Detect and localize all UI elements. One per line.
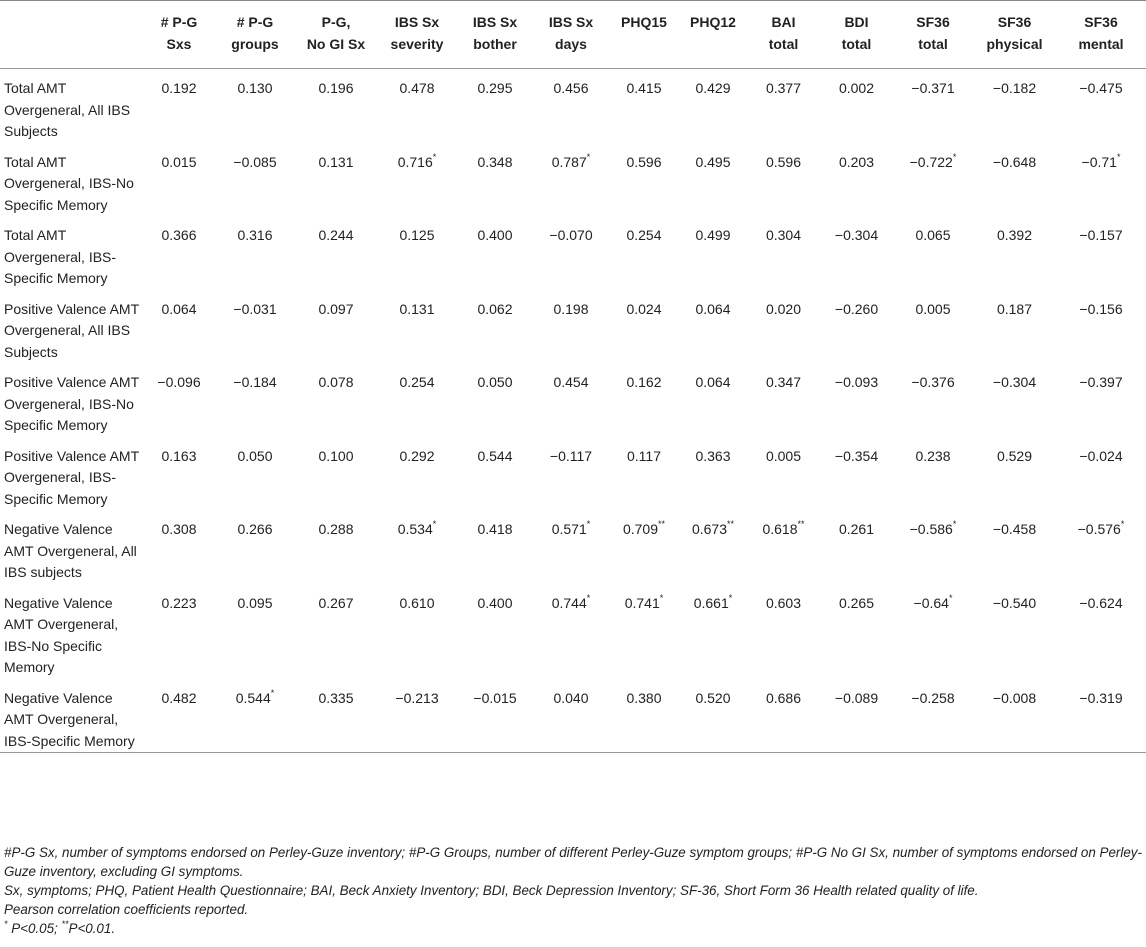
correlation-cell — [295, 69, 377, 143]
cell-value: 0.415 — [626, 80, 662, 96]
cell-value: 0.454 — [553, 374, 589, 390]
column-header: SF36 mental — [1078, 14, 1124, 52]
cell-value: 0.002 — [838, 80, 875, 96]
correlation-cell — [1056, 143, 1146, 217]
footnote-pearson: Pearson correlation coefficients reported. — [4, 902, 249, 917]
correlation-cell — [747, 290, 820, 364]
cell-value: 0.238 — [915, 447, 951, 464]
correlation-cell — [143, 584, 215, 679]
correlation-cell — [143, 363, 215, 437]
cell-value: −0.586 — [909, 521, 953, 537]
table-row — [0, 290, 1146, 364]
table-row — [0, 679, 1146, 753]
cell-value: 0.040 — [553, 689, 589, 706]
cell-value: 0.366 — [161, 227, 197, 243]
correlation-cell — [747, 584, 820, 679]
cell-value: 0.544 — [477, 447, 513, 464]
correlation-cell — [457, 679, 533, 753]
correlation-cell — [973, 216, 1056, 290]
table-row — [0, 69, 1146, 143]
cell-value: −0.319 — [1079, 689, 1123, 706]
cell-value: 0.131 — [399, 300, 435, 317]
cell-value: 0.603 — [765, 594, 802, 611]
sig-marker-single: * — [4, 918, 8, 929]
cell-value: 0.064 — [695, 300, 731, 317]
cell-value: 0.267 — [318, 594, 354, 611]
cell-value: −0.371 — [911, 80, 955, 96]
cell-value: 0.187 — [996, 300, 1033, 317]
correlation-cell — [1056, 290, 1146, 364]
correlation-cell — [533, 510, 609, 584]
cell-value: 0.288 — [318, 521, 354, 537]
correlation-cell — [215, 510, 295, 584]
cell-value: 0.596 — [765, 153, 802, 170]
correlation-cell — [973, 290, 1056, 364]
cell-value: 0.741 — [624, 594, 660, 611]
cell-value: 0.196 — [318, 80, 354, 96]
cell-value: −0.089 — [834, 689, 879, 706]
correlation-cell — [377, 290, 457, 364]
significance-marker: * — [586, 151, 591, 162]
header-row — [0, 1, 1146, 69]
table-header — [0, 1, 1146, 69]
cell-value: 0.456 — [553, 80, 589, 96]
correlation-cell — [1056, 363, 1146, 437]
correlation-cell — [533, 437, 609, 511]
cell-value: 0.125 — [399, 227, 435, 243]
correlation-cell — [679, 290, 747, 364]
correlation-cell — [747, 216, 820, 290]
correlation-cell — [820, 290, 893, 364]
cell-value: 0.596 — [626, 153, 662, 170]
column-header: BDI total — [841, 14, 872, 52]
correlation-cell — [893, 69, 973, 143]
correlation-cell — [295, 363, 377, 437]
cell-value: 0.716 — [397, 153, 433, 170]
cell-value: 0.744 — [551, 594, 587, 611]
correlation-cell — [893, 584, 973, 679]
correlation-cell — [679, 69, 747, 143]
cell-value: 0.534 — [397, 521, 433, 537]
correlation-cell — [143, 679, 215, 753]
significance-marker: * — [948, 592, 953, 603]
correlation-cell — [377, 216, 457, 290]
cell-value: 0.377 — [765, 80, 802, 96]
cell-value: 0.363 — [695, 447, 731, 464]
cell-value: 0.335 — [318, 689, 354, 706]
significance-marker: * — [952, 519, 957, 530]
correlation-cell — [973, 584, 1056, 679]
cell-value: 0.064 — [161, 300, 197, 317]
column-header: P-G, No GI Sx — [306, 14, 366, 52]
correlation-cell — [533, 679, 609, 753]
cell-value: −0.64 — [913, 594, 949, 611]
cell-value: −0.304 — [992, 374, 1037, 390]
cell-value: 0.292 — [399, 447, 435, 464]
correlation-cell — [893, 363, 973, 437]
cell-value: 0.078 — [318, 374, 354, 390]
cell-value: 0.266 — [237, 521, 273, 537]
table-row — [0, 216, 1146, 290]
sig-marker-double: ** — [61, 918, 69, 929]
cell-value: −0.458 — [992, 521, 1037, 537]
correlation-cell — [609, 216, 679, 290]
table-row — [0, 510, 1146, 584]
correlation-cell — [609, 510, 679, 584]
cell-value: 0.192 — [161, 80, 197, 96]
significance-marker: * — [586, 592, 591, 603]
cell-value: −0.093 — [834, 374, 879, 390]
row-label: Negative Valence AMT Overgeneral, IBS-Specific Memory — [4, 689, 135, 749]
cell-value: 0.686 — [765, 689, 802, 706]
cell-value: 0.198 — [553, 300, 589, 317]
cell-value: 0.095 — [237, 594, 273, 611]
header-corner — [0, 1, 143, 69]
correlation-cell — [457, 290, 533, 364]
correlation-cell — [295, 679, 377, 753]
correlation-cell — [215, 437, 295, 511]
cell-value: 0.348 — [477, 153, 513, 170]
cell-value: −0.182 — [992, 80, 1037, 96]
column-header: # P-G groups — [231, 14, 279, 52]
cell-value: 0.400 — [477, 594, 513, 611]
row-label: Total AMT Overgeneral, IBS-No Specific Memory — [4, 153, 134, 213]
correlation-cell — [143, 510, 215, 584]
cell-value: 0.062 — [477, 300, 513, 317]
significance-marker: * — [1120, 519, 1125, 530]
column-header: IBS Sx severity — [390, 14, 444, 52]
correlation-cell — [893, 290, 973, 364]
cell-value: 0.254 — [626, 227, 662, 243]
table-body — [0, 69, 1146, 753]
cell-value: 0.610 — [399, 594, 435, 611]
correlation-cell — [679, 143, 747, 217]
correlation-cell — [295, 510, 377, 584]
cell-value: −0.475 — [1079, 80, 1123, 96]
cell-value: 0.529 — [996, 447, 1033, 464]
correlation-cell — [457, 510, 533, 584]
cell-value: 0.482 — [161, 689, 197, 706]
cell-value: 0.203 — [838, 153, 875, 170]
cell-value: 0.495 — [695, 153, 731, 170]
correlation-cell — [973, 69, 1056, 143]
footnote-significance — [4, 919, 1142, 938]
cell-value: 0.544 — [235, 689, 271, 706]
cell-value: 0.064 — [695, 374, 731, 390]
cell-value: 0.295 — [477, 80, 513, 96]
correlation-cell — [215, 679, 295, 753]
cell-value: 0.347 — [765, 374, 802, 390]
correlation-cell — [457, 363, 533, 437]
correlation-cell — [457, 584, 533, 679]
correlation-cell — [1056, 216, 1146, 290]
correlation-cell — [893, 679, 973, 753]
cell-value: −0.070 — [549, 227, 593, 243]
correlation-cell — [143, 290, 215, 364]
row-label: Total AMT Overgeneral, IBS-Specific Memory — [4, 227, 117, 286]
cell-value: 0.400 — [477, 227, 513, 243]
correlation-cell — [377, 584, 457, 679]
table-row — [0, 437, 1146, 511]
correlation-cell — [893, 510, 973, 584]
correlation-cell — [295, 290, 377, 364]
cell-value: 0.005 — [915, 300, 951, 317]
correlation-cell — [377, 363, 457, 437]
cell-value: 0.050 — [237, 447, 273, 464]
correlation-cell — [820, 679, 893, 753]
column-header: SF36 physical — [986, 14, 1043, 52]
significance-marker: * — [728, 592, 733, 603]
cell-value: 0.162 — [626, 374, 662, 390]
correlation-cell — [457, 143, 533, 217]
significance-marker: * — [659, 592, 664, 603]
sig-text-double: P<0.01. — [68, 921, 116, 936]
column-header: PHQ12 — [690, 14, 736, 30]
significance-marker: * — [586, 519, 591, 530]
cell-value: −0.024 — [1079, 447, 1123, 464]
correlation-cell — [295, 437, 377, 511]
significance-marker: * — [952, 151, 957, 162]
correlation-cell — [215, 143, 295, 217]
correlation-cell — [457, 216, 533, 290]
significance-marker: ** — [797, 519, 805, 530]
correlation-cell — [533, 290, 609, 364]
table-row — [0, 143, 1146, 217]
significance-marker: * — [270, 687, 275, 698]
column-header: SF36 total — [916, 14, 950, 52]
correlation-cell — [377, 510, 457, 584]
cell-value: −0.260 — [834, 300, 879, 317]
cell-value: 0.117 — [627, 447, 661, 464]
correlation-cell — [295, 143, 377, 217]
correlation-cell — [215, 69, 295, 143]
cell-value: 0.499 — [695, 227, 731, 243]
cell-value: 0.163 — [161, 447, 197, 464]
table-row — [0, 584, 1146, 679]
correlation-cell — [893, 143, 973, 217]
cell-value: 0.392 — [996, 227, 1033, 243]
correlation-cell — [533, 143, 609, 217]
cell-value: 0.050 — [477, 374, 513, 390]
cell-value: −0.096 — [157, 374, 201, 390]
cell-value: −0.624 — [1079, 594, 1123, 611]
correlation-cell — [973, 143, 1056, 217]
correlation-cell — [679, 437, 747, 511]
cell-value: 0.418 — [477, 521, 513, 537]
correlation-cell — [609, 584, 679, 679]
correlation-cell — [377, 679, 457, 753]
cell-value: 0.520 — [695, 689, 731, 706]
correlation-cell — [820, 69, 893, 143]
correlation-cell — [973, 510, 1056, 584]
cell-value: 0.024 — [626, 300, 662, 317]
correlation-cell — [377, 437, 457, 511]
cell-value: 0.478 — [399, 80, 435, 96]
column-header: IBS Sx days — [548, 14, 594, 52]
cell-value: 0.005 — [765, 447, 802, 464]
correlation-cell — [609, 69, 679, 143]
cell-value: 0.709 — [622, 521, 659, 537]
cell-value: −0.648 — [992, 153, 1037, 170]
cell-value: 0.661 — [693, 594, 729, 611]
correlation-cell — [679, 679, 747, 753]
correlation-cell — [747, 363, 820, 437]
significance-marker: * — [1116, 151, 1121, 162]
correlation-cell — [609, 363, 679, 437]
cell-value: 0.429 — [695, 80, 731, 96]
correlation-cell — [679, 363, 747, 437]
correlation-cell — [295, 584, 377, 679]
cell-value: −0.184 — [233, 374, 277, 390]
row-label: Negative Valence AMT Overgeneral, All IBS subjects — [4, 521, 137, 580]
correlation-cell — [215, 216, 295, 290]
correlation-cell — [973, 679, 1056, 753]
correlation-cell — [893, 216, 973, 290]
correlation-cell — [973, 437, 1056, 511]
table-footnotes — [4, 843, 1142, 938]
cell-value: 0.265 — [838, 594, 875, 611]
cell-value: 0.316 — [237, 227, 273, 243]
row-label: Positive Valence AMT Overgeneral, All IBS Subjects — [4, 300, 139, 360]
cell-value: 0.308 — [161, 521, 197, 537]
correlation-cell — [215, 584, 295, 679]
cell-value: −0.354 — [834, 447, 879, 464]
column-header: PHQ15 — [621, 14, 667, 30]
correlation-cell — [747, 510, 820, 584]
cell-value: −0.576 — [1077, 521, 1121, 537]
cell-value: −0.722 — [909, 153, 953, 170]
correlation-cell — [820, 437, 893, 511]
footnote-abbreviations-2: Sx, symptoms; PHQ, Patient Health Questionnaire; BAI, Beck Anxiety Inventory; BDI, Beck Depression Inventory; SF-36, Short Form 36 Health related quality of life. — [4, 883, 979, 898]
correlation-cell — [143, 216, 215, 290]
cell-value: 0.244 — [318, 227, 354, 243]
correlation-cell — [609, 437, 679, 511]
cell-value: 0.787 — [551, 153, 587, 170]
correlation-cell — [609, 290, 679, 364]
correlation-cell — [820, 510, 893, 584]
correlation-cell — [533, 216, 609, 290]
cell-value: −0.015 — [473, 689, 517, 706]
correlation-cell — [747, 143, 820, 217]
cell-value: 0.100 — [318, 447, 354, 464]
cell-value: −0.258 — [911, 689, 955, 706]
correlation-cell — [1056, 584, 1146, 679]
correlation-cell — [295, 216, 377, 290]
row-label: Positive Valence AMT Overgeneral, IBS-No Specific Memory — [4, 374, 139, 433]
cell-value: 0.065 — [915, 227, 951, 243]
correlation-cell — [747, 437, 820, 511]
cell-value: −0.117 — [549, 447, 593, 464]
correlation-cell — [143, 69, 215, 143]
cell-value: 0.131 — [318, 153, 354, 170]
cell-value: 0.097 — [318, 300, 354, 317]
significance-marker: ** — [727, 519, 735, 530]
cell-value: 0.380 — [626, 689, 662, 706]
correlation-cell — [820, 363, 893, 437]
column-header: # P-G Sxs — [160, 14, 198, 52]
row-label: Positive Valence AMT Overgeneral, IBS-Specific Memory — [4, 447, 139, 507]
cell-value: 0.304 — [765, 227, 802, 243]
cell-value: 0.571 — [551, 521, 587, 537]
significance-marker: * — [432, 519, 437, 530]
cell-value: −0.71 — [1081, 153, 1117, 170]
cell-value: 0.223 — [161, 594, 197, 611]
correlation-cell — [377, 143, 457, 217]
column-header: BAI total — [768, 14, 799, 52]
correlation-cell — [1056, 69, 1146, 143]
cell-value: 0.618 — [762, 521, 798, 537]
cell-value: −0.156 — [1079, 300, 1123, 317]
correlation-cell — [457, 437, 533, 511]
cell-value: −0.031 — [233, 300, 277, 317]
correlation-cell — [820, 216, 893, 290]
correlation-cell — [533, 363, 609, 437]
correlation-cell — [143, 437, 215, 511]
cell-value: −0.008 — [992, 689, 1037, 706]
correlation-cell — [820, 584, 893, 679]
cell-value: 0.015 — [161, 153, 197, 170]
footnote-abbreviations-1: #P-G Sx, number of symptoms endorsed on Perley-Guze inventory; #P-G Groups, number of different Perley-Guze symptom groups; #P-G No GI Sx, number of symptoms endorsed on Perley-Guze inventory, excluding GI symptoms. — [4, 845, 1142, 879]
cell-value: 0.020 — [765, 300, 802, 317]
correlation-cell — [143, 143, 215, 217]
correlation-cell — [215, 290, 295, 364]
cell-value: −0.376 — [911, 374, 955, 390]
correlation-cell — [973, 363, 1056, 437]
correlation-cell — [533, 584, 609, 679]
cell-value: −0.397 — [1079, 374, 1123, 390]
correlation-cell — [820, 143, 893, 217]
row-label: Negative Valence AMT Overgeneral, IBS-No Specific Memory — [4, 594, 119, 675]
table-row — [0, 363, 1146, 437]
correlation-cell — [893, 437, 973, 511]
correlation-cell — [215, 363, 295, 437]
correlation-cell — [377, 69, 457, 143]
correlation-cell — [679, 584, 747, 679]
row-label: Total AMT Overgeneral, All IBS Subjects — [4, 80, 131, 139]
cell-value: −0.157 — [1079, 227, 1123, 243]
column-header: IBS Sx bother — [472, 14, 518, 52]
correlation-cell — [533, 69, 609, 143]
cell-value: −0.213 — [395, 689, 439, 706]
cell-value: 0.254 — [399, 374, 435, 390]
correlation-cell — [679, 216, 747, 290]
correlation-cell — [457, 69, 533, 143]
correlation-cell — [747, 679, 820, 753]
correlation-cell — [1056, 437, 1146, 511]
cell-value: −0.304 — [834, 227, 879, 243]
correlation-cell — [747, 69, 820, 143]
cell-value: 0.130 — [237, 80, 273, 96]
cell-value: 0.673 — [691, 521, 728, 537]
cell-value: −0.085 — [233, 153, 277, 170]
cell-value: −0.540 — [992, 594, 1037, 611]
correlation-cell — [1056, 679, 1146, 753]
correlation-cell — [609, 143, 679, 217]
sig-text-single: P<0.05; — [7, 921, 62, 936]
cell-value: 0.261 — [838, 521, 875, 537]
correlation-cell — [609, 679, 679, 753]
correlation-cell — [679, 510, 747, 584]
significance-marker: ** — [658, 519, 666, 530]
correlation-cell — [1056, 510, 1146, 584]
significance-marker: * — [432, 151, 437, 162]
